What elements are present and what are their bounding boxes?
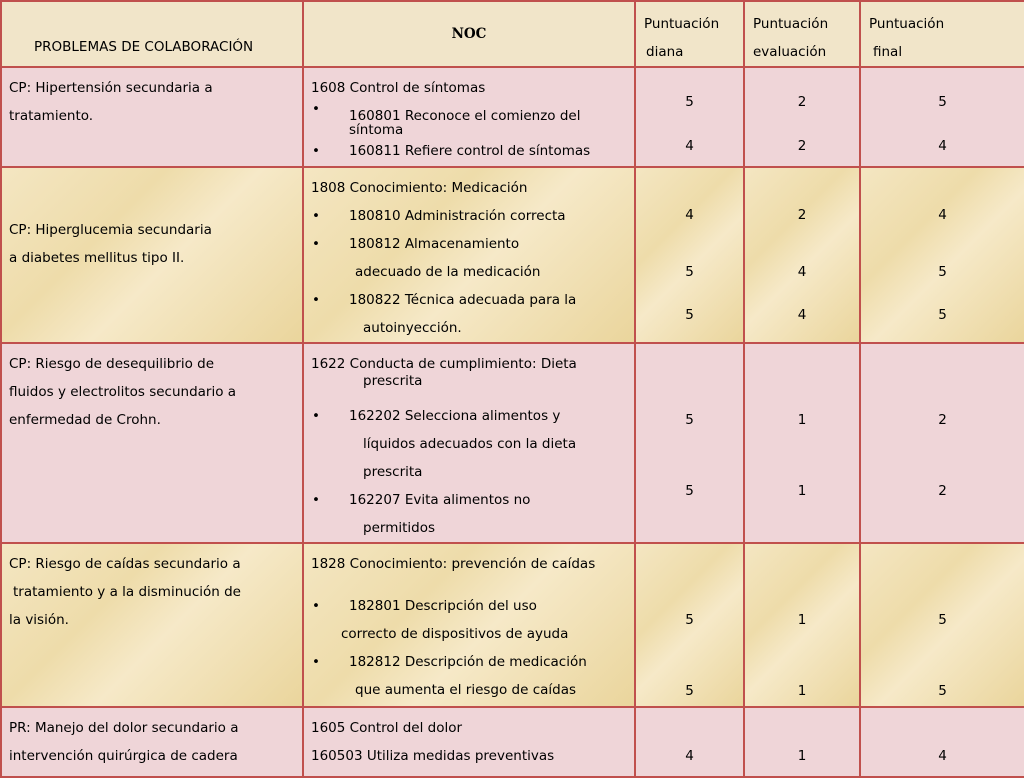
score-final-cell: 5 4 [860,67,1024,167]
table-row [1,707,1024,777]
bullet-icon: • [312,598,320,614]
bullet-icon: • [312,654,320,670]
noc-indicator: • 160801 Reconoce el comienzo del [312,101,581,124]
noc-indicator: • 180810 Administración correcta [311,202,634,230]
bullet-icon: • [312,101,320,117]
noc-indicator: • 182812 Descripción de medicación [311,648,634,676]
noc-indicator: • 180812 Almacenamiento [311,230,634,258]
problem-line: CP: Riesgo de caídas secundario a [9,556,241,572]
noc-indicator-cont: líquidos adecuados con la dieta [363,436,577,452]
problem-line: a diabetes mellitus tipo II. [9,250,185,266]
score-eval-cell: 1 [744,707,860,777]
problem-line: tratamiento. [9,108,94,124]
problem-cell [1,543,303,707]
noc-indicator-cont: síntoma [349,122,404,138]
table-row [1,343,1024,543]
score-diana-cell: 5 5 [635,343,744,543]
header-score-diana: Puntuación diana [635,1,744,67]
problem-cell [1,343,303,543]
bullet-icon: • [312,292,320,308]
score-eval-cell: 1 1 [744,343,860,543]
noc-cell [303,707,635,777]
problem-cell [1,707,303,777]
score-final-cell: 4 5 5 [860,167,1024,343]
score-eval-cell: 2 4 4 [744,167,860,343]
noc-cell [303,167,635,343]
problem-line: tratamiento y a la disminución de [13,584,241,600]
score-final-cell: 5 5 [860,543,1024,707]
noc-cell [303,67,635,167]
noc-indicator: • 160811 Refiere control de síntomas [311,137,634,165]
problem-line: la visión. [9,612,69,628]
noc-indicator: • 182801 Descripción del uso [311,592,634,620]
score-diana-cell: 5 4 [635,67,744,167]
noc-cell [303,343,635,543]
noc-indicator-cont: adecuado de la medicación [355,264,541,280]
problem-line: fluidos y electrolitos secundario a [9,384,237,400]
noc-indicator: 160503 Utiliza medidas preventivas [311,748,555,764]
header-problems: PROBLEMAS DE COLABORACIÓN [1,1,303,67]
noc-indicator: • 162202 Selecciona alimentos y [311,402,634,430]
score-diana-cell: 4 [635,707,744,777]
noc-indicator-cont: que aumenta el riesgo de caídas [355,682,577,698]
problem-line: CP: Hipertensión secundaria a [9,80,213,96]
noc-indicator-cont: permitidos [363,520,435,536]
problem-line: intervención quirúrgica de cadera [9,748,238,764]
noc-cell [303,543,635,707]
noc-indicator: • 180822 Técnica adecuada para la [311,286,634,314]
header-row [1,1,1024,67]
score-eval-cell: 1 1 [744,543,860,707]
problem-cell [1,67,303,167]
noc-indicator-cont: correcto de dispositivos de ayuda [341,626,569,642]
score-final-cell: 2 2 [860,343,1024,543]
score-diana-cell: 5 5 [635,543,744,707]
header-score-eval: Puntuación evaluación [744,1,860,67]
score-diana-cell: 4 5 5 [635,167,744,343]
noc-indicator: • 162207 Evita alimentos no [311,486,634,514]
problem-line: PR: Manejo del dolor secundario a [9,720,239,736]
noc-title-cont: prescrita [363,373,423,389]
noc-title: 1808 Conocimiento: Medicación [311,180,528,196]
score-eval-cell: 2 2 [744,67,860,167]
bullet-icon: • [312,408,320,424]
problem-line: CP: Hiperglucemia secundaria [9,222,212,238]
table-row [1,167,1024,343]
header-score-final: Puntuación final [860,1,1024,67]
score-final-cell: 4 [860,707,1024,777]
bullet-icon: • [312,208,320,224]
bullet-icon: • [312,236,320,252]
problem-line: enfermedad de Crohn. [9,412,161,428]
noc-title: 1608 Control de síntomas [311,80,486,96]
noc-title: 1605 Control del dolor [311,720,463,736]
table-row [1,543,1024,707]
table-row [1,67,1024,167]
noc-indicator-cont: autoinyección. [363,320,462,336]
bullet-icon: • [312,492,320,508]
problem-cell [1,167,303,343]
bullet-icon: • [312,143,320,159]
noc-title: 1622 Conducta de cumplimiento: Dieta [311,356,577,372]
problem-line: CP: Riesgo de desequilibrio de [9,356,215,372]
header-noc: NOC [303,1,635,67]
noc-indicator-cont: prescrita [363,464,423,480]
noc-title: 1828 Conocimiento: prevención de caídas [311,556,596,572]
